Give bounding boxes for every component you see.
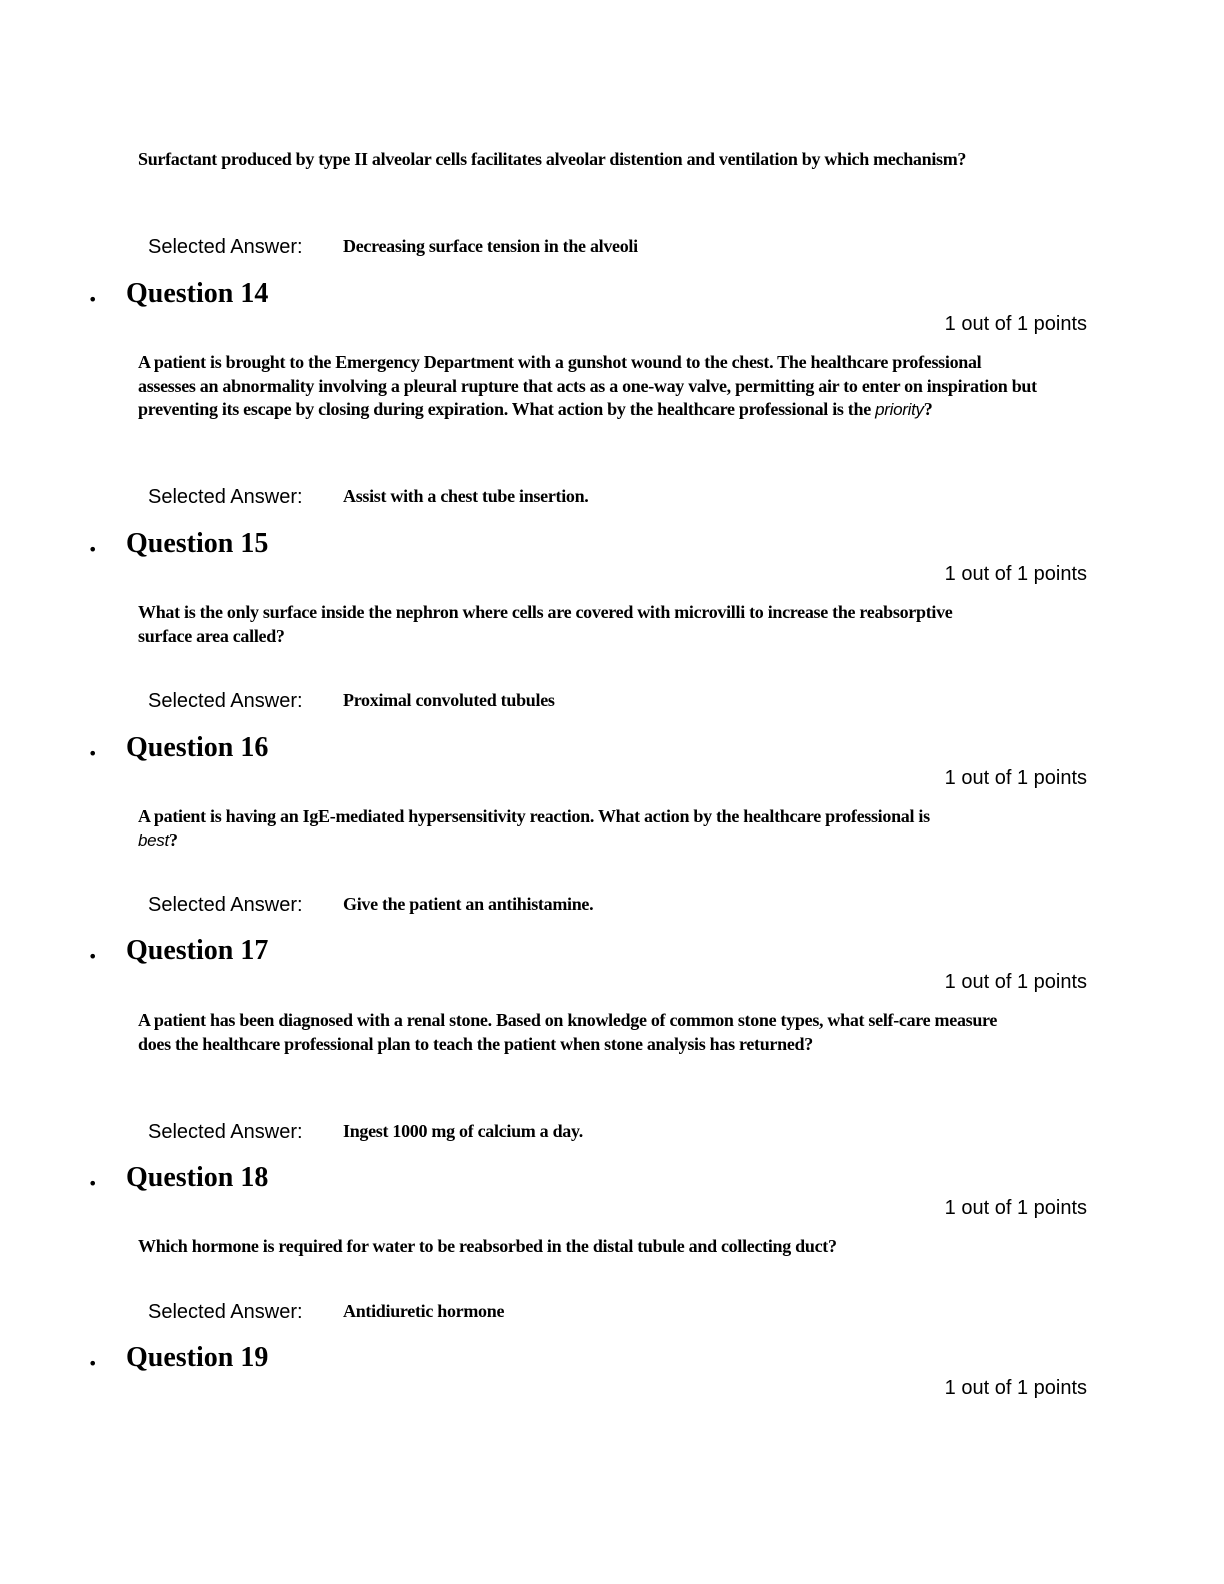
bullet-icon: • bbox=[88, 290, 98, 309]
bullet-icon: • bbox=[88, 1354, 98, 1373]
selected-answer-label: Selected Answer: bbox=[148, 236, 303, 258]
question-17-points: 1 out of 1 points bbox=[944, 971, 1087, 993]
question-14-points: 1 out of 1 points bbox=[944, 313, 1087, 335]
question-17-selected-answer: Ingest 1000 mg of calcium a day. bbox=[343, 1121, 583, 1141]
question-19-points: 1 out of 1 points bbox=[944, 1377, 1087, 1399]
bullet-icon: • bbox=[88, 1174, 98, 1193]
selected-answer-label: Selected Answer: bbox=[148, 486, 303, 508]
question-13-text: Surfactant produced by type II alveolar cells facilitates alveolar distention and ventilation by which mechanism? bbox=[138, 149, 967, 169]
question-16-points: 1 out of 1 points bbox=[944, 767, 1087, 789]
question-18-text: Which hormone is required for water to be reabsorbed in the distal tubule and collecting duct? bbox=[138, 1236, 837, 1256]
question-15-text: What is the only surface inside the nephron where cells are covered with microvilli to increase the reabsorptive surface area called? bbox=[138, 602, 953, 646]
question-16-text: A patient is having an IgE-mediated hypersensitivity reaction. What action by the healthcare professional is best? bbox=[138, 806, 930, 850]
question-16-heading: Question 16 bbox=[126, 732, 269, 763]
question-18-heading: Question 18 bbox=[126, 1162, 269, 1193]
bullet-icon: • bbox=[88, 540, 98, 559]
bullet-icon: • bbox=[88, 947, 98, 966]
selected-answer-label: Selected Answer: bbox=[148, 1301, 303, 1323]
question-14-selected-answer: Assist with a chest tube insertion. bbox=[343, 486, 589, 506]
question-18-points: 1 out of 1 points bbox=[944, 1197, 1087, 1219]
question-14-text: A patient is brought to the Emergency Department with a gunshot wound to the chest. The healthcare professional assesses an abnormality involving a pleural rupture that acts as a one-way valve, permitting air to enter on inspiration but preventing its escape by closing during expiration. What action by the healthcare professional is the priority? bbox=[138, 352, 1037, 419]
question-15-points: 1 out of 1 points bbox=[944, 563, 1087, 585]
question-17-text: A patient has been diagnosed with a renal stone. Based on knowledge of common stone types, what self-care measure does the healthcare professional plan to teach the patient when stone analysis has returned? bbox=[138, 1010, 998, 1054]
question-15-selected-answer: Proximal convoluted tubules bbox=[343, 690, 555, 710]
question-13-selected-answer: Decreasing surface tension in the alveoli bbox=[343, 236, 638, 256]
selected-answer-label: Selected Answer: bbox=[148, 894, 303, 916]
question-19-heading: Question 19 bbox=[126, 1342, 269, 1373]
selected-answer-label: Selected Answer: bbox=[148, 1121, 303, 1143]
question-18-selected-answer: Antidiuretic hormone bbox=[343, 1301, 505, 1321]
question-14-emphasis: priority bbox=[875, 400, 924, 419]
bullet-icon: • bbox=[88, 744, 98, 763]
question-14-heading: Question 14 bbox=[126, 278, 269, 309]
question-17-heading: Question 17 bbox=[126, 935, 269, 966]
question-15-heading: Question 15 bbox=[126, 528, 269, 559]
selected-answer-label: Selected Answer: bbox=[148, 690, 303, 712]
question-16-emphasis: best bbox=[138, 830, 169, 850]
question-16-selected-answer: Give the patient an antihistamine. bbox=[343, 894, 594, 914]
